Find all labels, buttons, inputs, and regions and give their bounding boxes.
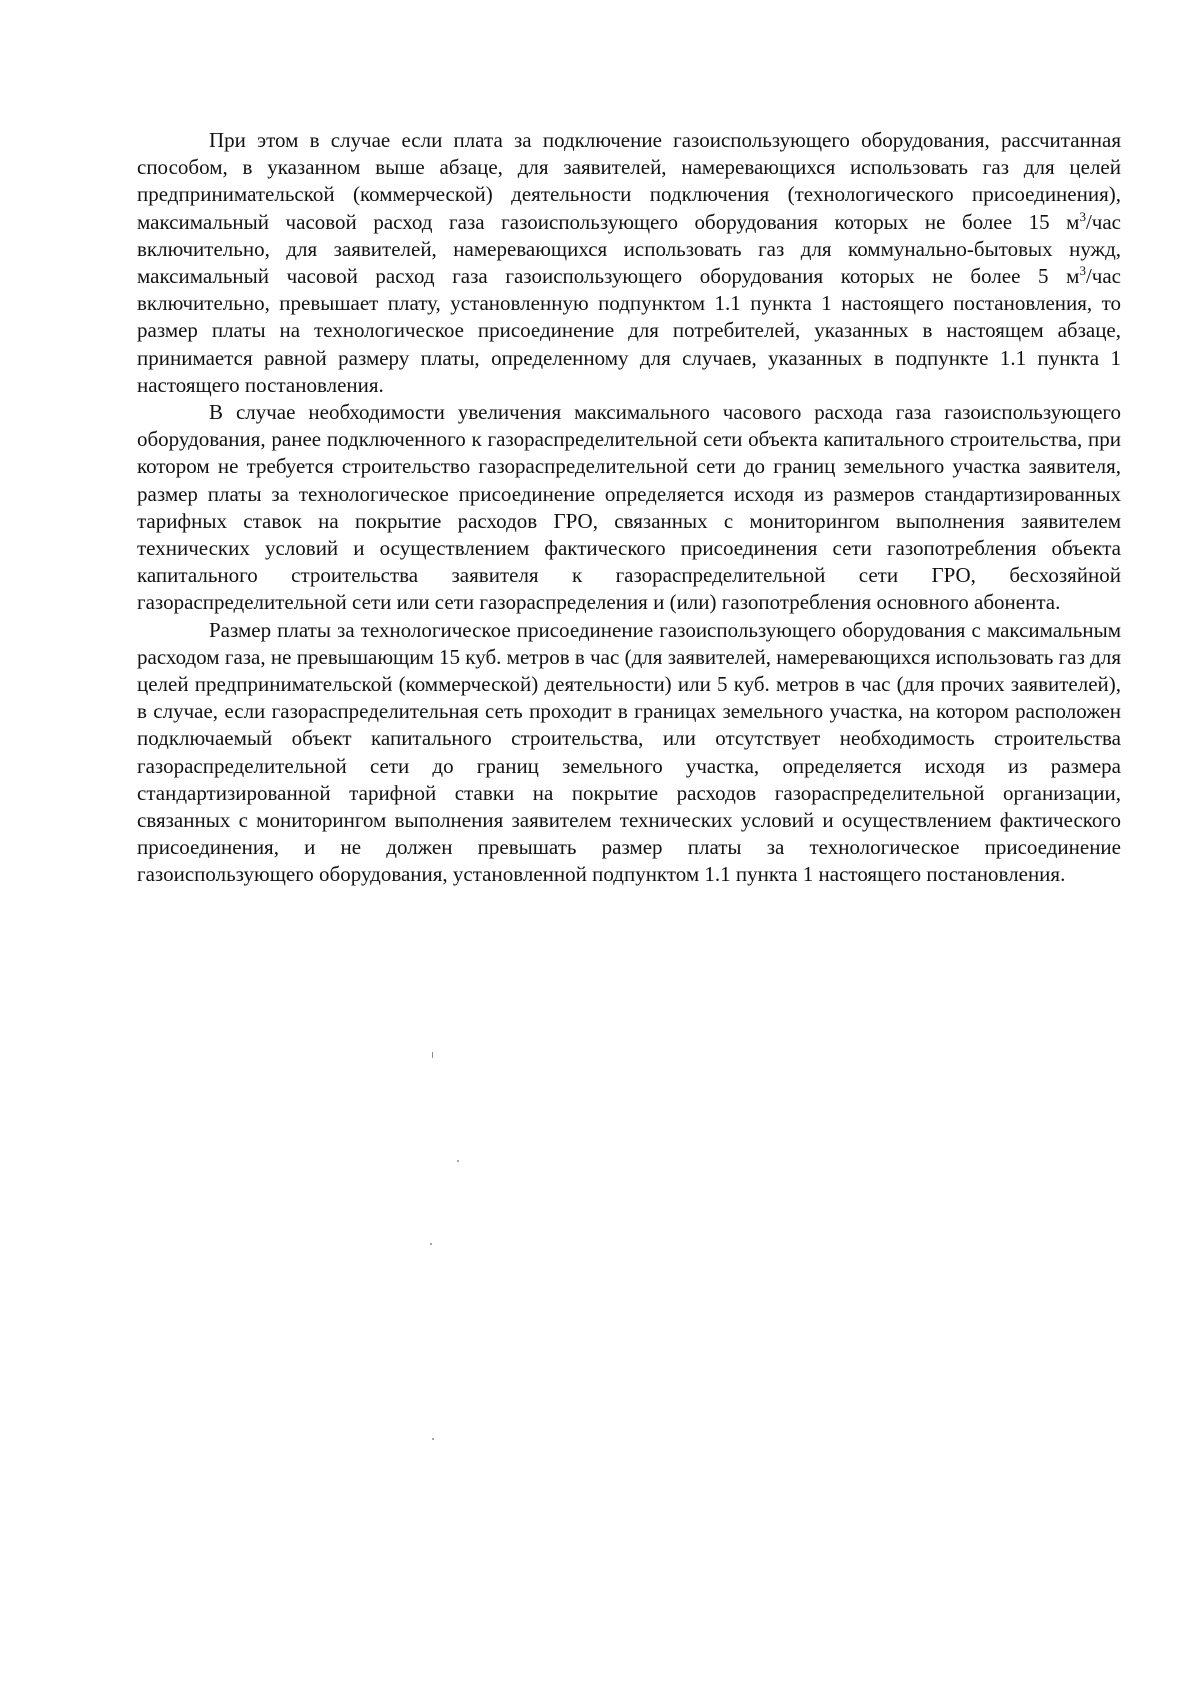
scan-speck <box>457 1160 459 1162</box>
paragraph-1-text-part-3: /час включительно, превышает плату, установленную подпунктом 1.1 пункта 1 настоящего постановления, то размер платы на технологическое присоединение для потребителей, указанных в настоящем абзаце, принимается равной размеру платы, определенному для случаев, указанных в подпункте 1.1 пункта 1 настоящего постановления. <box>137 264 1121 397</box>
scan-speck <box>432 1438 434 1440</box>
paragraph-payment-size: Размер платы за технологическое присоединение газоиспользующего оборудования с максимальным расходом газа, не превышающим 15 куб. метров в час (для заявителей, намеревающихся использовать газ для целей предпринимательской (коммерческой) деятельности) или 5 куб. метров в час (для прочих заявителей), в случае, если газораспределительная сеть проходит в границах земельного участка, на котором расположен подключаемый объект капитального строительства, или отсутствует необходимость строительства газораспределительной сети до границ земельного участка, определяется исходя из размера стандартизированной тарифной ставки на покрытие расходов газораспределительной организации, связанных с мониторингом выполнения заявителем технических условий и осуществлением фактического присоединения, и не должен превышать размер платы за технологическое присоединение газоиспользующего оборудования, установленной подпунктом 1.1 пункта 1 настоящего постановления. <box>137 617 1121 887</box>
paragraph-payment-limit <box>137 127 1121 399</box>
superscript-cubic: 3 <box>1079 208 1086 224</box>
scan-speck <box>432 1052 433 1058</box>
document-body <box>137 127 1121 889</box>
superscript-cubic: 3 <box>1079 263 1086 279</box>
paragraph-capacity-increase: В случае необходимости увеличения максимального часового расхода газа газоиспользующего оборудования, ранее подключенного к газораспределительной сети объекта капитального строительства, при котором не требуется строительство газораспределительной сети до границ земельного участка заявителя, размер платы за технологическое присоединение определяется исходя из размеров стандартизированных тарифных ставок на покрытие расходов ГРО, связанных с мониторингом выполнения заявителем технических условий и осуществлением фактического присоединения сети газопотребления объекта капитального строительства заявителя к газораспределительной сети ГРО, бесхозяйной газораспределительной сети или сети газораспределения и (или) газопотребления основного абонента. <box>137 400 1121 615</box>
scan-speck <box>430 1243 432 1245</box>
paragraph-1-text-part-1: При этом в случае если плата за подключение газоиспользующего оборудования, рассчитанная способом, в указанном выше абзаце, для заявителей, намеревающихся использовать газ для целей предпринимательской (коммерческой) деятельности подключения (технологического присоединения), максимальный часовой расход газа газоиспользующего оборудования которых не более 15 м <box>137 128 1121 234</box>
paragraph-1-text-part-2: /час включительно, для заявителей, намеревающихся использовать газ для коммунально-бытовых нужд, максимальный часовой расход газа газоиспользующего оборудования которых не более 5 м <box>137 209 1121 289</box>
